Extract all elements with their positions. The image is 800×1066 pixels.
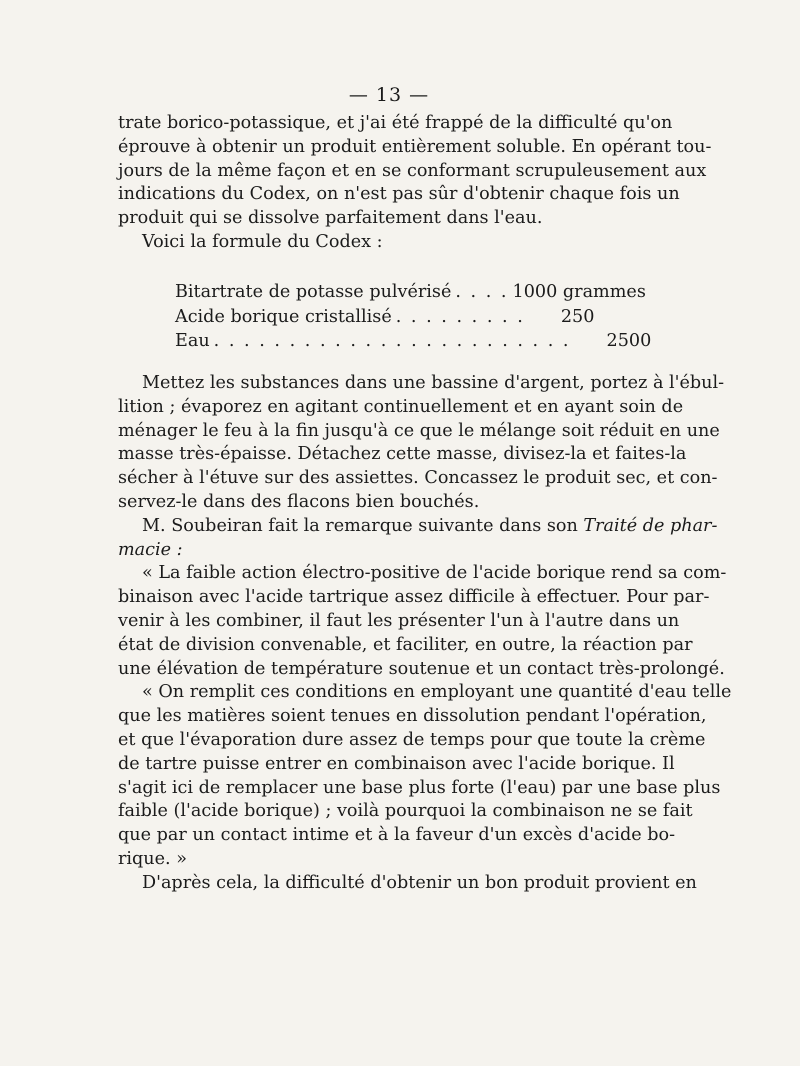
- text-line: lition ; évaporez en agitant continuellement et en ayant soin de: [118, 396, 684, 417]
- text-line: Mettez les substances dans une bassine d'argent, portez à l'ébul-: [142, 373, 725, 393]
- text-line: et que l'évaporation dure assez de temps pour que toute la crème: [118, 729, 706, 750]
- ingredient-name: Bitartrate de potasse pulvérisé: [175, 282, 452, 302]
- text-line: indications du Codex, on n'est pas sûr d'obtenir chaque fois un: [118, 184, 680, 205]
- text-line: s'agit ici de remplacer une base plus forte (l'eau) par une base plus: [118, 777, 721, 798]
- text-line: venir à les combiner, il faut les présenter l'un à l'autre dans un: [118, 610, 680, 631]
- codex-formula: [175, 280, 652, 354]
- soubeiran-text: M. Soubeiran fait la remarque suivante dans son: [142, 515, 578, 536]
- text-line: état de division convenable, et faciliter, en outre, la réaction par: [118, 634, 693, 655]
- formula-row: [175, 305, 605, 330]
- ingredient-quantity: 250: [560, 306, 595, 327]
- main-text: [118, 372, 732, 896]
- formula-intro: Voici la formule du Codex :: [142, 231, 383, 252]
- text-line: masse très-épaisse. Détachez cette masse, divisez-la et faites-la: [118, 444, 687, 465]
- text-line: que par un contact intime et à la faveur d'un excès d'acide bo-: [118, 825, 676, 846]
- formula-row: [175, 329, 652, 354]
- leader-dots: . . . . . . . . .: [395, 306, 525, 327]
- text-line: éprouve à obtenir un produit entièrement soluble. En opérant tou-: [118, 136, 712, 157]
- ingredient-quantity: 1000 grammes: [512, 282, 646, 302]
- leader-dots: . . . .: [455, 282, 509, 302]
- text-line: que les matières soient tenues en dissolution pendant l'opération,: [118, 706, 707, 727]
- text-line: rique. »: [118, 848, 187, 869]
- text-line: D'après cela, la difficulté d'obtenir un bon produit provient en: [142, 872, 697, 893]
- ingredient-name: Acide borique cristallisé: [175, 306, 392, 327]
- text-line: de tartre puisse entrer en combinaison avec l'acide borique. Il: [118, 753, 675, 774]
- text-line: une élévation de température soutenue et un contact très-prolongé.: [118, 658, 725, 679]
- text-line: « La faible action électro-positive de l'acide borique rend sa com-: [142, 563, 727, 584]
- formula-row: [175, 280, 646, 305]
- text-line: jours de la même façon et en se conformant scrupuleusement aux: [118, 160, 707, 181]
- text-line: [118, 515, 718, 539]
- page-number: — 13 —: [348, 84, 430, 106]
- text-line: faible (l'acide borique) ; voilà pourquoi la combinaison ne se fait: [118, 801, 693, 822]
- leader-dots: . . . . . . . . . . . . . . . . . . . . . . . .: [213, 331, 571, 351]
- text-line: sécher à l'étuve sur des assiettes. Concassez le produit sec, et con-: [118, 468, 718, 489]
- text-line: servez-le dans des flacons bien bouchés.: [118, 491, 480, 512]
- ingredient-quantity: 2500: [606, 331, 652, 351]
- text-line: binaison avec l'acide tartrique assez difficile à effectuer. Pour par-: [118, 587, 710, 608]
- intro-paragraph: [118, 112, 712, 255]
- text-line: ménager le feu à la fin jusqu'à ce que le mélange soit réduit en une: [118, 420, 720, 441]
- text-line: produit qui se dissolve parfaitement dans l'eau.: [118, 208, 543, 229]
- text-line: « On remplit ces conditions en employant une quantité d'eau telle: [142, 682, 732, 703]
- ingredient-name: Eau: [175, 331, 210, 351]
- treatise-title: Traité de phar-: [583, 515, 718, 536]
- text-line: trate borico-potassique, et j'ai été frappé de la difficulté qu'on: [118, 113, 673, 133]
- treatise-title-cont: macie :: [118, 539, 183, 560]
